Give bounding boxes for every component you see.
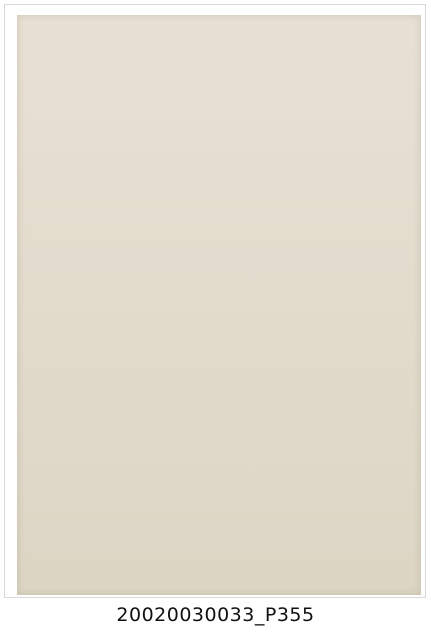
body-text-block <box>53 33 397 567</box>
text-column <box>152 33 174 567</box>
text-column <box>53 33 75 567</box>
text-column <box>202 33 224 567</box>
text-column <box>251 33 273 567</box>
text-column <box>325 33 347 567</box>
text-column <box>301 33 323 567</box>
text-column <box>127 33 149 567</box>
text-column <box>78 33 100 567</box>
text-column <box>226 33 248 567</box>
text-column <box>350 33 372 567</box>
text-column <box>276 33 298 567</box>
text-column <box>177 33 199 567</box>
image-caption: 20020030033_P355 <box>116 604 315 626</box>
text-column <box>103 33 125 567</box>
scan-frame <box>4 4 426 598</box>
text-column <box>375 33 397 567</box>
scanned-page <box>17 15 421 595</box>
